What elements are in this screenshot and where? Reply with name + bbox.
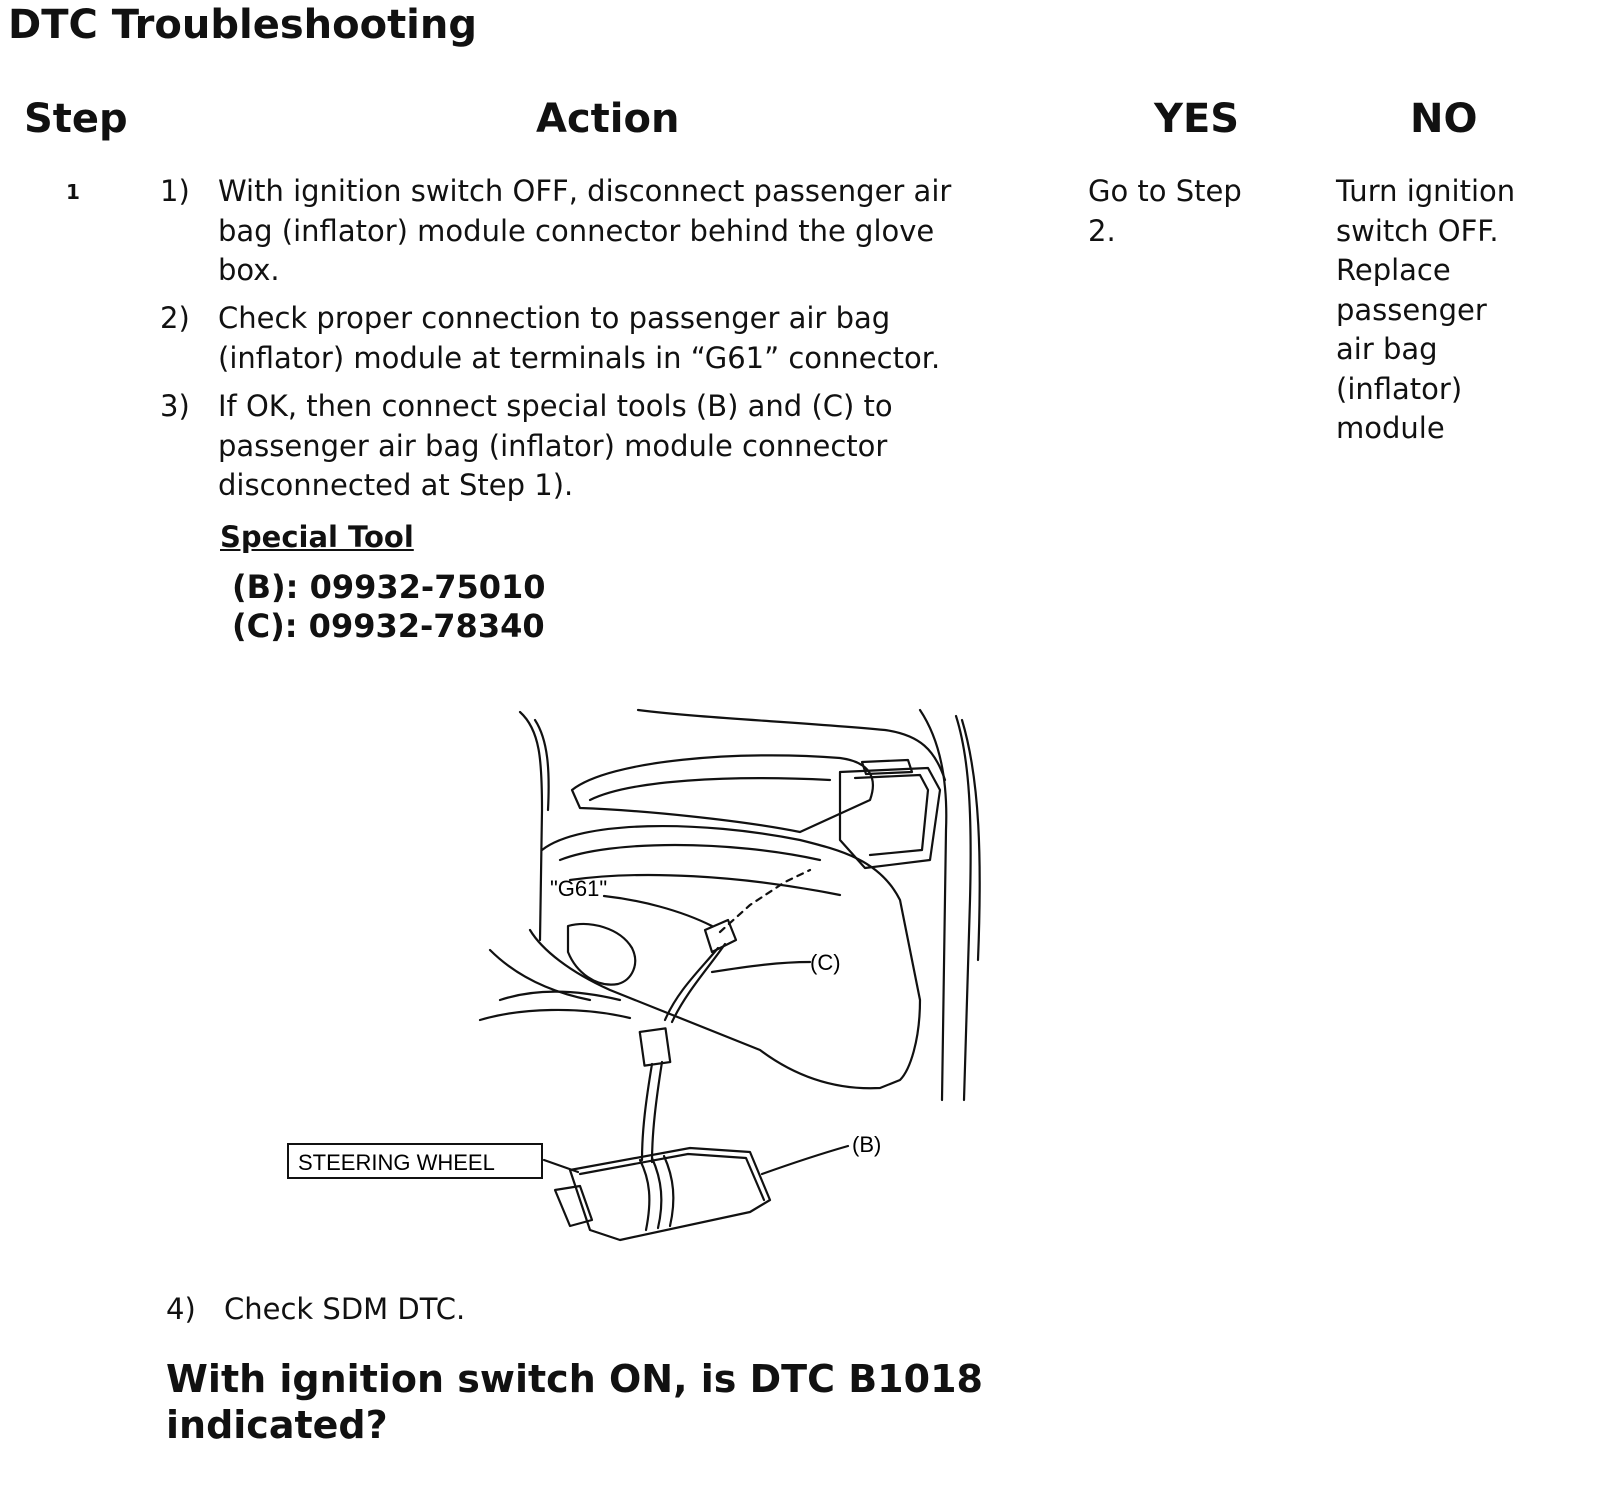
action-item <box>160 1290 1060 1330</box>
no-result: Turn ignition switch OFF. Replace passenger air bag (inflator) module <box>1336 174 1516 445</box>
g61-label: "G61" <box>550 876 608 901</box>
action-item <box>160 387 1060 506</box>
diagram-svg <box>280 700 1020 1270</box>
special-tool-heading: Special Tool <box>220 520 414 554</box>
header-step: Step <box>24 96 128 142</box>
action-item-number: 2) <box>160 301 190 335</box>
special-tool-c: (C): 09932-78340 <box>232 607 545 645</box>
header-action: Action <box>536 96 680 142</box>
step-number: 1 <box>66 180 80 204</box>
connection-diagram <box>280 700 1020 1270</box>
header-yes: YES <box>1154 96 1240 142</box>
action-item-number: 3) <box>160 389 190 423</box>
yes-result: Go to Step 2. <box>1088 174 1242 248</box>
action-item <box>160 172 1060 291</box>
action-item-text: Check proper connection to passenger air bag (inflator) module at terminals in “G61” connector. <box>218 301 941 375</box>
tool-c-label: (C) <box>810 950 841 975</box>
action-item-number: 1) <box>160 174 190 208</box>
tool-b-label: (B) <box>852 1132 882 1157</box>
step-question: With ignition switch ON, is DTC B1018 indicated? <box>166 1357 983 1447</box>
page-title: DTC Troubleshooting <box>8 2 478 48</box>
action-item <box>160 299 1060 378</box>
header-no: NO <box>1410 96 1478 142</box>
action-item-text: With ignition switch OFF, disconnect passenger air bag (inflator) module connector behind the glove box. <box>218 174 952 287</box>
special-tool-b: (B): 09932-75010 <box>232 568 546 606</box>
action-item-text: If OK, then connect special tools (B) and (C) to passenger air bag (inflator) module connector disconnected at Step 1). <box>218 389 893 502</box>
steering-wheel-label: STEERING WHEEL <box>298 1150 495 1175</box>
action-item-number: 4) <box>166 1292 196 1326</box>
action-item-text: Check SDM DTC. <box>224 1292 466 1326</box>
